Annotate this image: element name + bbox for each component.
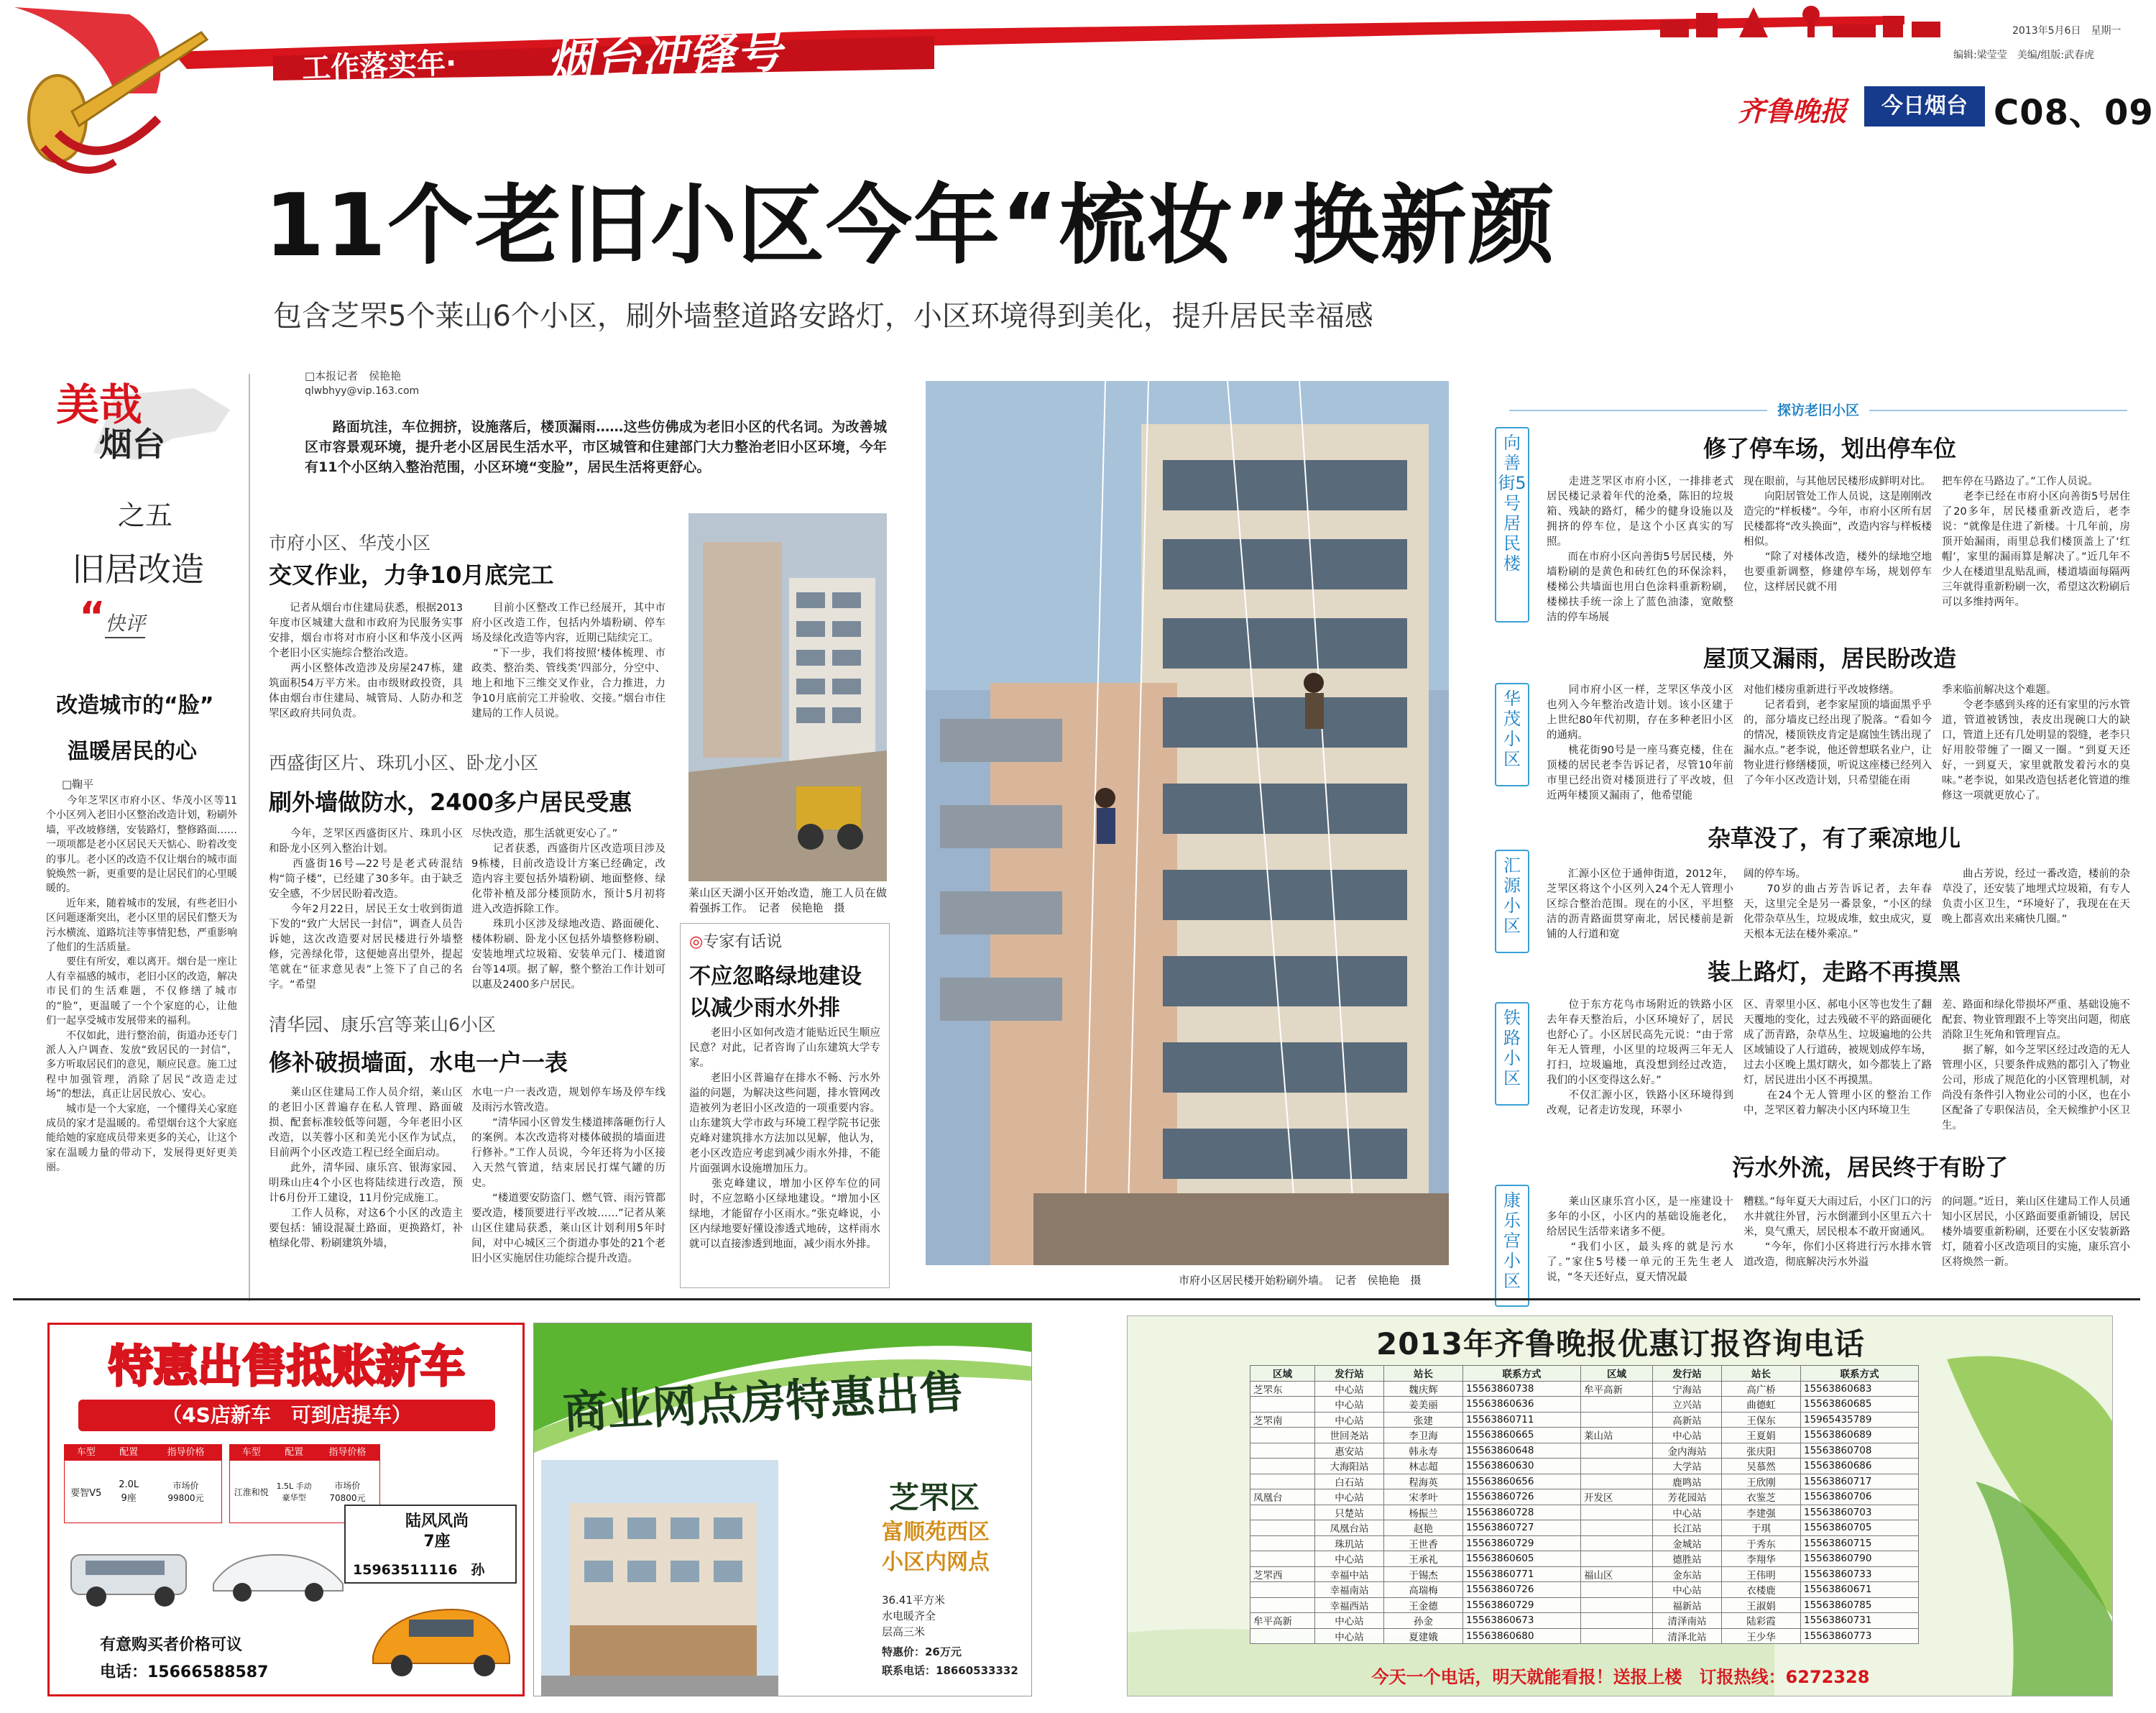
sub-table-cell: 凤凰台站	[1315, 1520, 1384, 1536]
sub-table-row	[1250, 1505, 1919, 1520]
editor-credits: 编辑:梁莹莹 美编/组版:武春虎	[1953, 50, 2095, 61]
sub-table-cell: 立兴站	[1653, 1397, 1722, 1413]
column-title-1: 改造城市的“脸”	[56, 693, 214, 718]
sub-table-cell: 白石站	[1315, 1474, 1384, 1489]
visit-label-text: 探访老旧小区	[1767, 403, 1869, 418]
sub-table-cell: 金内海站	[1653, 1443, 1722, 1459]
sub-table-cell	[1581, 1535, 1653, 1551]
sub-table-cell: 高瑞梅	[1384, 1582, 1463, 1598]
sub-table-cell	[1581, 1520, 1653, 1536]
visit-3-col-c: 曲占芳说，经过一番改造，楼前的杂草没了，还安装了地埋式垃圾箱，有专人负责小区卫生，“环境好了，我现在在天晚上都喜欢出来痛快几圈。”	[1942, 868, 2130, 925]
visit-2-col-a: 同市府小区一样，芝罘区华茂小区也列入今年整治改造计划。该小区建于上世纪80年代初期，存在多种老旧小区的通病。 桃花街90号是一座马赛克楼，住在顶楼的居民老李告诉记者，尽管10年前市里已经出资对楼顶进行了平改坡，但近两年楼顶又漏雨了，他希望能	[1547, 684, 1733, 802]
ad-house-price: 特惠价：26万元	[882, 1645, 962, 1658]
sub-table-cell: 15563860673	[1463, 1613, 1581, 1629]
sub-table-cell: 15563860605	[1463, 1551, 1581, 1567]
sub-table-cell: 杨振兰	[1384, 1505, 1463, 1520]
city-skyline-icon	[1653, 0, 1955, 43]
sub-table-row	[1250, 1566, 1919, 1582]
sub-table-cell	[1250, 1428, 1315, 1443]
sub-table-cell	[1250, 1551, 1315, 1567]
ad-car-price-2: 市场价 70800元	[329, 1481, 366, 1503]
car-image-van	[64, 1533, 193, 1612]
sub-table-cell: 高新站	[1653, 1412, 1722, 1428]
section-location-3: 清华园、康乐宫等莱山6小区	[269, 1014, 496, 1035]
ad-car-right-box	[344, 1505, 517, 1584]
ad-car	[47, 1323, 525, 1696]
sub-th: 站长	[1384, 1366, 1463, 1382]
sub-table-cell: 清泽北站	[1653, 1628, 1722, 1644]
sub-table-cell: 中心站	[1315, 1613, 1384, 1629]
visit-title-3: 杂草没了，有了乘凉地儿	[1708, 825, 1961, 852]
ad-car-th-model-2: 车型	[241, 1447, 261, 1458]
sub-table-cell	[1250, 1628, 1315, 1644]
sub-table-row	[1250, 1397, 1919, 1413]
section-3-col-a: 莱山区住建局工作人员介绍，莱山区的老旧小区普遍存在私人管理、路面破损、配套标准较低等问题，今年老旧小区改造，以芙蓉小区和美光小区作为试点，目前两个小区改造工程已经全面启动。 此外，清华园、康乐宫、银海家园、明珠山庄4个小区也将陆续进行改造，预计6月份开工建设，11月份完成施工。 工作人员称，对这6个小区的改造主要包括：铺设混凝土路面，更换路灯，补植绿化带、粉刷建筑外墙，	[269, 1087, 463, 1249]
ad-house-place: 富顺苑西区 小区内网点	[882, 1520, 990, 1575]
sub-table-cell: 15563860726	[1463, 1489, 1581, 1505]
expert-label	[689, 929, 782, 952]
sub-table-cell: 王伟明	[1722, 1566, 1801, 1582]
byline: □本报记者 侯艳艳	[305, 369, 402, 382]
visit-tag-5: 康乐宫小区	[1495, 1185, 1529, 1307]
sub-table-row	[1250, 1459, 1919, 1474]
sub-table-cell: 世回尧站	[1315, 1428, 1384, 1443]
column-title-2: 温暖居民的心	[68, 739, 197, 764]
header-banner	[0, 0, 2156, 93]
sub-table-cell: 15563860729	[1463, 1597, 1581, 1613]
sub-table-cell: 大海阳站	[1315, 1459, 1384, 1474]
issue-date: 2013年5月6日 星期一	[2012, 25, 2122, 37]
sub-table-cell: 王保东	[1722, 1412, 1801, 1428]
visit-1-col-a: 走进芝罘区市府小区，一排排老式居民楼记录着年代的沧桑，陈旧的垃圾箱、残缺的路灯，稀少的健身设施以及拥挤的停车位，是这个小区真实的写照。 而在市府小区向善街5号居民楼，外墙粉刷的是黄色和砖红色的环保涂料，楼梯公共墙面也用白色涂料重新粉刷，楼梯扶手统一涂上了蓝色油漆，宽敞整洁的停车场展	[1547, 476, 1733, 623]
ad-car-title: 特惠出售抵账新车	[108, 1340, 465, 1392]
banner-prefix: 工作落实年·	[301, 47, 458, 86]
visit-5-col-c: 的问题。”近日，莱山区住建局工作人员通知小区居民，小区路面要重新铺设，居民楼外墙要重新粉刷，还要在小区安装新路灯，随着小区改造项目的实施，康乐宫小区将焕然一新。	[1942, 1196, 2130, 1268]
expert-bullet-icon: ◎	[689, 933, 704, 951]
sub-table-row	[1250, 1428, 1919, 1443]
sub-table	[1250, 1365, 1919, 1644]
ad-car-config-2: 1.5L 手动豪华型	[276, 1482, 312, 1502]
sub-table-cell: 金城站	[1653, 1535, 1722, 1551]
sub-table-cell: 15563860738	[1463, 1381, 1581, 1397]
brand-top: 美哉	[56, 380, 142, 431]
sub-table-cell: 于琪	[1722, 1520, 1801, 1536]
photo-construction	[688, 513, 887, 881]
sub-table-cell	[1581, 1412, 1653, 1428]
sub-table-row	[1250, 1613, 1919, 1629]
section-2-col-a: 今年，芝罘区西盛街区片、珠玑小区和卧龙小区列入整治计划。 西盛街16号—22号是老式砖混结构“筒子楼”，已经建了30多年。由于缺乏安全感，不少居民盼着改造。 今年2月22日，居民王女士收到街道下发的“致广大居民一封信”，调查人员告诉她，这次改造要对居民楼进行外墙整修，完善绿化带，这便她喜出望外，提起笔就在“征求意见表”上签下了自己的名字。“希望	[269, 828, 463, 991]
ad-house	[533, 1323, 1032, 1696]
visit-4-col-a: 位于东方花鸟市场附近的铁路小区去年春天整治后，小区环境好了，居民也舒心了。小区居民高先元说：“由于常年无人管理，小区里的垃圾两三年无人打扫，垃圾遍地，真没想到经过改造，我们的小区变得这么好。” 不仅汇源小区，铁路小区环境得到改观，记者走访发现，环翠小	[1547, 999, 1733, 1116]
sub-table-cell	[1250, 1535, 1315, 1551]
quote-icon: “	[79, 594, 106, 640]
sub-table-cell: 开发区	[1581, 1489, 1653, 1505]
sub-table-cell: 程海英	[1384, 1474, 1463, 1489]
sub-table-cell: 15563860683	[1801, 1381, 1919, 1397]
column-brand	[50, 367, 244, 482]
section-location-1: 市府小区、华茂小区	[269, 533, 431, 554]
sub-table-cell: 高广桥	[1722, 1381, 1801, 1397]
visit-title-4: 装上路灯，走路不再摸黑	[1708, 958, 1961, 986]
sub-table-cell: 孙金	[1384, 1613, 1463, 1629]
visit-tag-1: 向善街5号居民楼	[1495, 427, 1529, 623]
sub-table-cell: 姜美丽	[1384, 1397, 1463, 1413]
ad-subscription	[1127, 1315, 2113, 1696]
sub-table-cell: 赵艳	[1384, 1520, 1463, 1536]
sub-table-cell: 15563860648	[1463, 1443, 1581, 1459]
sub-table-row	[1250, 1628, 1919, 1644]
section-title-2: 刷外墙做防水，2400多户居民受惠	[269, 789, 632, 816]
sub-table-cell: 鹿鸣站	[1653, 1474, 1722, 1489]
expert-body: 老旧小区如何改造才能贴近民生顺应民意？对此，记者咨询了山东建筑大学专家。 老旧小区普遍存在排水不畅、污水外溢的问题，为解决这些问题，排水管网改造被列为老旧小区改造的一项重要内容。山东建筑大学市政与环境工程学院书记张克峰对建筑排水方法加以见解，他认为，老小区改造应考虑到减少雨水外排，不能片面强调水设施增加压力。 张克峰建议，增加小区停车位的同时，不应忽略小区绿地建设。“增加小区绿地，才能留存小区雨水。”张克峰说，小区内绿地要好懂设渗透式地砖，这样雨水就可以直接渗透到地面，减少雨水外排。	[689, 1027, 880, 1250]
sub-table-cell: 15563860785	[1801, 1597, 1919, 1613]
sub-table-cell	[1581, 1459, 1653, 1474]
sub-table-cell: 大学站	[1653, 1459, 1722, 1474]
ad-house-details: 36.41平方米 水电暖齐全 层高三米	[882, 1594, 945, 1638]
sub-th: 区域	[1581, 1366, 1653, 1382]
sub-table-row	[1250, 1597, 1919, 1613]
visit-2-col-c: 季来临前解决这个难题。 令老李感到头疼的还有家里的污水管道，管道被锈蚀，表皮出现碗口大的缺口，管道上还有几处明显的裂缝，老李只好用胶带缠了一圈又一圈。“到夏天还好，一到夏天，家里就散发着污水的臭味。”老李说，如果改造包括老化管道的维修这一项就更放心了。	[1942, 684, 2130, 802]
sub-table-row	[1250, 1443, 1919, 1459]
main-headline: 11个老旧小区今年“梳妆”换新颜	[264, 176, 1556, 276]
sub-table-cell: 李建强	[1722, 1505, 1801, 1520]
section-title-3: 修补破损墙面，水电一户一表	[269, 1049, 568, 1076]
visit-4-col-b: 区、青翠里小区、郝电小区等也发生了翻天覆地的变化，过去残破不平的路面硬化成了沥青路，杂草丛生、垃圾遍地的公共区域铺设了人行道砖，被规划成停车场，过去小区晚上黑灯瞎火，如今都装上了路灯，居民进出小区不再摸黑。 在24个无人管理小区的整治工作中，芝罘区着力解决小区内环境卫生	[1743, 999, 1932, 1116]
sub-table-cell	[1250, 1582, 1315, 1598]
sub-table-cell: 中心站	[1315, 1628, 1384, 1644]
brand-bottom: 烟台	[99, 425, 165, 464]
sub-table-cell: 15563860731	[1801, 1613, 1919, 1629]
column-body: 今年芝罘区市府小区、华茂小区等11个小区列入老旧小区整治改造计划，粉刷外墙，平改坡修缮，安装路灯，整修路面……一项项都是老小区居民天天惦心、盼着改变的事儿。老小区的改造不仅让烟台的城市面貌焕然一新，更重要的是让居民们的心里暖暖的。 近年来，随着城市的发展，有些老旧小区问题逐渐突出，老小区里的居民们整天为污水横流、道路坑洼等事情犯愁，严重影响了他们的生活质量。 要住有所安，难以离开。烟台是一座让人有幸福感的城市，老旧小区的改造，解决市民们的生活难题，不仅修缮了城市的“脸”，更温暖了一个个家庭的心，让他们一起享受城市发展带来的福利。 不仅如此，进行整治前，街道办还专门派人入户调查、发放“致居民的一封信”，多方听取居民们的意见，顺应民意。施工过程中加强管理，消除了居民“改造走过场”的想法，真正让居民放心、安心。 城市是一个大家庭，一个懂得关心家庭成员的家才是温暖的。希望烟台这个大家庭能给她的家庭成员带来更多的关心，让这个家在温暖力量的带动下，发展得更好更美丽。	[46, 795, 237, 1174]
photo-main-building	[926, 381, 1449, 1265]
visit-3-col-b: 阔的停车场。 70岁的曲占芳告诉记者，去年春天，这里完全是另一番景象，“小区的绿化带杂草丛生，垃圾成堆，蚊虫成灾，夏天根本无法在楼外乘凉。”	[1743, 868, 1932, 940]
sub-table-cell	[1250, 1459, 1315, 1474]
sub-table-cell: 魏庆辉	[1384, 1381, 1463, 1397]
sub-table-cell: 15563860656	[1463, 1474, 1581, 1489]
sub-table-cell: 清泽南站	[1653, 1613, 1722, 1629]
sub-table-cell: 15563860636	[1463, 1397, 1581, 1413]
sub-table-cell: 王承礼	[1384, 1551, 1463, 1567]
sub-table-row	[1250, 1551, 1919, 1567]
sub-table-cell: 于锡杰	[1384, 1566, 1463, 1582]
lead-paragraph: 路面坑洼，车位拥挤，设施落后，楼顶漏雨……这些仿佛成为老旧小区的代名词。为改善城区市容景观环境，提升老小区居民生活水平，市区城管和住建部门大力整治老旧小区环境，今年有11个小区纳入整治范围，小区环境“变脸”，居民生活将更舒心。	[305, 419, 887, 475]
sub-table-cell: 王金德	[1384, 1597, 1463, 1613]
sub-table-cell: 夏建娥	[1384, 1628, 1463, 1644]
section-3-col-b: 水电一户一表改造，规划停车场及停车线及雨污水管改造。 “清华园小区曾发生楼道摔落砸伤行人的案例。本次改造将对楼体破损的墙面进行修补。”工作人员说，今年还将为小区接入天然气管道，结束居民打煤气罐的历史。 “楼道要安防盗门、燃气管、雨污管都要改造，楼顶要进行平改坡……”记者从莱山区住建局获悉，莱山区计划利用5年时间，对中心城区三个街道办事处的21个老旧小区实施居住功能综合提升改造。	[471, 1087, 665, 1264]
sub-th: 发行站	[1315, 1366, 1384, 1382]
expert-box	[680, 923, 890, 1288]
sub-table-cell: 王欣刚	[1722, 1474, 1801, 1489]
sub-table-cell: 15563860705	[1801, 1520, 1919, 1536]
sub-table-cell: 王世香	[1384, 1535, 1463, 1551]
ad-car-th-price: 指导价格	[167, 1447, 205, 1458]
sub-table-cell: 15563860728	[1463, 1505, 1581, 1520]
sub-table-cell: 中心站	[1653, 1582, 1722, 1598]
sub-table-cell	[1581, 1628, 1653, 1644]
section-badge: 今日烟台	[1864, 86, 1985, 127]
section-title-1: 交叉作业，力争10月底完工	[269, 561, 554, 589]
sub-table-cell: 德胜站	[1653, 1551, 1722, 1567]
section-2-col-b: 尽快改造，那生活就更安心了。” 记者获悉，西盛街片区改造项目涉及9栋楼，目前改造设计方案已经确定，改造内容主要包括外墙粉刷、地面整修、绿化带补植及部分楼顶防水，预计5月初将进入改造拆除工作。 珠玑小区涉及绿地改造、路面硬化、楼体粉刷、卧龙小区包括外墙整修粉刷、安装地埋式垃圾箱、安装单元门、楼道窗台等14项。据了解，整个整治工作计划可以惠及2400多户居民。	[471, 828, 665, 991]
article-bottom-rule	[13, 1298, 2140, 1300]
expert-title-2: 以减少雨水外排	[689, 996, 840, 1021]
ad-house-phone: 联系电话：18660533332	[882, 1664, 1018, 1677]
sub-table-cell: 幸福南站	[1315, 1582, 1384, 1598]
sub-th: 发行站	[1653, 1366, 1722, 1382]
sub-table-cell: 芝罘西	[1250, 1566, 1315, 1582]
sub-table-cell: 中心站	[1315, 1412, 1384, 1428]
sub-table-cell: 15563860773	[1801, 1628, 1919, 1644]
sub-table-cell: 15563860689	[1801, 1428, 1919, 1443]
sub-table-cell: 芝罘东	[1250, 1381, 1315, 1397]
sub-table-cell: 林志超	[1384, 1459, 1463, 1474]
sub-table-cell: 张庆阳	[1722, 1443, 1801, 1459]
visit-title-2: 屋顶又漏雨，居民盼改造	[1703, 645, 1957, 672]
sub-table-cell	[1581, 1582, 1653, 1598]
car-image-sedan	[206, 1533, 350, 1605]
sub-th: 联系方式	[1801, 1366, 1919, 1382]
sub-table-cell: 15563860686	[1801, 1459, 1919, 1474]
sub-table-cell: 金东站	[1653, 1566, 1722, 1582]
ad-car-th-config-2: 配置	[285, 1447, 304, 1458]
sub-table-row	[1250, 1412, 1919, 1428]
sub-table-cell	[1250, 1397, 1315, 1413]
byline-email: qlwbhyy@vip.163.com	[305, 385, 420, 397]
sub-table-cell: 15563860680	[1463, 1628, 1581, 1644]
ad-car-model-1: 要智V5	[70, 1487, 102, 1499]
sub-table-cell: 15563860727	[1463, 1520, 1581, 1536]
visit-1-col-b: 现在眼前，与其他居民楼形成鲜明对比。 向阳居管处工作人员说，这是刚刚改造完的“样板楼”。今年，市府小区所有居民楼都将“改头换面”，改造内容与样板楼相似。 “除了对楼体改造，楼外的绿地空地也要重新调整，修建停车场，规划停车位，这样居民就不用	[1743, 476, 1932, 593]
sub-table-cell	[1250, 1474, 1315, 1489]
sub-headline: 包含芝罘5个莱山6个小区，刷外墙整道路安路灯，小区环境得到美化，提升居民幸福感	[273, 300, 1373, 333]
visit-tag-4: 铁路小区	[1495, 1002, 1529, 1106]
ad-car-right-title: 陆风风尚 7座	[405, 1512, 469, 1551]
sub-table-cell: 于秀东	[1722, 1535, 1801, 1551]
kuaiping-tag	[79, 594, 158, 640]
sub-table-cell: 李翔华	[1722, 1551, 1801, 1567]
ad-car-price-1: 市场价 99800元	[167, 1481, 204, 1503]
sub-table-cell: 李卫海	[1384, 1428, 1463, 1443]
kuaiping-label: 快评	[105, 608, 145, 638]
visit-title-1: 修了停车场，划出停车位	[1703, 435, 1957, 462]
expert-title-1: 不应忽略绿地建设	[689, 964, 862, 989]
sub-table-cell: 王少华	[1722, 1628, 1801, 1644]
sub-table-cell	[1581, 1474, 1653, 1489]
sub-table-cell: 珠玑站	[1315, 1535, 1384, 1551]
sub-table-cell: 王夏娟	[1722, 1428, 1801, 1443]
sub-table-cell	[1581, 1597, 1653, 1613]
visit-label	[1509, 400, 2127, 421]
sub-table-cell: 中心站	[1315, 1551, 1384, 1567]
page-number: C08、09	[1994, 93, 2154, 133]
section-1-col-a: 记者从烟台市住建局获悉，根据2013年度市区城建大盘和市政府为民服务实事安排，烟台市将对市府小区和华茂小区两个老旧小区实施综合整治改造。 两小区整体改造涉及房屋247栋，建筑面积54万平方米。由市级财政投资，具体由烟台市住建局、城管局、人防办和芝罘区政府共同负责。	[269, 602, 463, 720]
sub-table-cell: 15563860671	[1801, 1582, 1919, 1598]
sub-table-cell: 只楚站	[1315, 1505, 1384, 1520]
sub-table-row	[1250, 1474, 1919, 1489]
sub-table-cell: 惠安站	[1315, 1443, 1384, 1459]
ad-car-th-config: 配置	[119, 1447, 139, 1458]
sub-table-cell: 15563860665	[1463, 1428, 1581, 1443]
sub-table-cell: 宁海站	[1653, 1381, 1722, 1397]
sub-table-cell: 中心站	[1315, 1489, 1384, 1505]
sub-table-cell: 莱山站	[1581, 1428, 1653, 1443]
sub-table-cell: 吴慕然	[1722, 1459, 1801, 1474]
ad-car-th-price-2: 指导价格	[328, 1447, 367, 1458]
sub-table-row	[1250, 1381, 1919, 1397]
series-topic: 旧居改造	[72, 550, 204, 589]
ad-house-district: 芝罘区	[889, 1480, 980, 1515]
sub-table-cell: 福新站	[1653, 1597, 1722, 1613]
ad-car-config-1: 2.0L 9座	[119, 1479, 139, 1504]
sub-table-cell: 张建	[1384, 1412, 1463, 1428]
sub-table-cell: 15563860630	[1463, 1459, 1581, 1474]
sub-table-cell: 15563860706	[1801, 1489, 1919, 1505]
sub-th: 联系方式	[1463, 1366, 1581, 1382]
visit-1-col-c: 把车停在马路边了。”工作人员说。 老李已经在市府小区向善街5号居住了20多年，居民楼重新改造后，老李说：“就像是住进了新楼。十几年前，房顶开始漏雨，雨里总我们楼顶盖上了‘红帽’，家里的漏雨算是解决了。”近几年不少人在楼道里乱贴乱画，楼道墙面每隔两三年就得重新粉刷一次，希望这次粉刷后可以多维持两年。	[1942, 476, 2130, 608]
visit-tag-3: 汇源小区	[1495, 850, 1529, 953]
sub-table-cell: 15965435789	[1801, 1412, 1919, 1428]
sub-table-cell	[1581, 1505, 1653, 1520]
paper-name: 齐鲁晚报	[1738, 96, 1848, 127]
sub-table-cell: 牟平高新	[1250, 1613, 1315, 1629]
sub-table-cell: 15563860790	[1801, 1551, 1919, 1567]
sub-table-cell: 15563860733	[1801, 1566, 1919, 1582]
sub-table-cell: 衣楼鹿	[1722, 1582, 1801, 1598]
sub-table-cell: 15563860685	[1801, 1397, 1919, 1413]
banner-main: 烟台冲锋号	[545, 24, 786, 91]
section-location-2: 西盛街区片、珠玑小区、卧龙小区	[269, 753, 539, 773]
series-number: 之五	[118, 500, 173, 531]
sub-table-cell	[1581, 1551, 1653, 1567]
sub-table-cell: 15563860717	[1801, 1474, 1919, 1489]
sub-table-cell: 长江站	[1653, 1520, 1722, 1536]
sub-footer: 今天一个电话，明天就能看报！送报上楼 订报热线：6272328	[1371, 1667, 1870, 1687]
column-author: □鞠平	[62, 778, 94, 791]
visit-tag-2: 华茂小区	[1495, 683, 1529, 786]
sub-table-row	[1250, 1489, 1919, 1505]
ad-car-table-1	[64, 1444, 222, 1523]
sub-table-cell	[1250, 1597, 1315, 1613]
sub-table-cell: 芝罘南	[1250, 1412, 1315, 1428]
column-divider	[249, 374, 250, 1301]
house-photo	[541, 1460, 778, 1696]
trumpet-icon	[14, 11, 216, 176]
sub-table-cell: 15563860703	[1801, 1505, 1919, 1520]
sub-table-cell: 陆彩霞	[1722, 1613, 1801, 1629]
section-1-col-b: 目前小区整改工作已经展开，其中市府小区改造工作，包括内外墙粉刷、停车场及绿化改造等内容，近期已陆续完工。 “下一步，我们将按照‘楼体梳理、市政类、整治类、管线类’四部分，分空中、地上和地下三维交叉作业，合力推进，力争10月底前完工并验收、交接。”烟台市住建局的工作人员说。	[471, 602, 665, 720]
sub-table-cell: 15563860708	[1801, 1443, 1919, 1459]
sub-table-cell: 15563860729	[1463, 1535, 1581, 1551]
ad-car-th-model: 车型	[76, 1447, 96, 1458]
sub-table-cell: 15563860726	[1463, 1582, 1581, 1598]
sub-table-cell: 幸福西站	[1315, 1597, 1384, 1613]
sub-table-cell: 中心站	[1653, 1428, 1722, 1443]
sub-table-cell: 15563860771	[1463, 1566, 1581, 1582]
sub-table-cell: 福山区	[1581, 1566, 1653, 1582]
ad-house-title: 商业网点房特惠出售	[561, 1365, 965, 1439]
sub-table-cell: 凤凰台	[1250, 1489, 1315, 1505]
ad-car-bottom-1: 有意购买者价格可议	[100, 1636, 243, 1654]
sub-table-row	[1250, 1535, 1919, 1551]
visit-5-col-a: 莱山区康乐宫小区，是一座建设十多年的小区，小区内的基础设施老化，给居民生活带来诸多不便。 “我们小区，最头疼的就是污水了。”家住5号楼一单元的王先生老人说，“冬天还好点，夏天情况最	[1547, 1196, 1733, 1283]
sub-table-cell	[1250, 1505, 1315, 1520]
sub-table-cell: 衣鉴芝	[1722, 1489, 1801, 1505]
sub-table-cell: 15563860715	[1801, 1535, 1919, 1551]
sub-table-cell: 韩永寿	[1384, 1443, 1463, 1459]
photo-main-caption: 市府小区居民楼开始粉刷外墙。 记者 侯艳艳 摄	[1179, 1274, 1422, 1287]
visit-4-col-c: 差、路面和绿化带损坏严重、基础设施不配套、物业管理跟不上等突出问题，彻底消除卫生死角和管理盲点。 据了解，如今芝罘区经过改造的无人管理小区，只要条件成熟的都引入了物业公司，形成了规范化的小区管理机制，对尚没有条件引入物业公司的小区，也在小区配备了专职保洁员，全天候维护小区卫生。	[1942, 999, 2130, 1131]
sub-table-cell: 曲德虹	[1722, 1397, 1801, 1413]
sub-table-cell: 中心站	[1315, 1381, 1384, 1397]
sub-table-cell: 15563860711	[1463, 1412, 1581, 1428]
sub-th: 站长	[1722, 1366, 1801, 1382]
sub-th: 区域	[1250, 1366, 1315, 1382]
expert-label-text: 专家有话说	[703, 933, 783, 951]
photo-small-caption: 莱山区天湖小区开始改造，施工人员在做着强拆工作。 记者 侯艳艳 摄	[688, 886, 887, 914]
sub-table-cell	[1250, 1443, 1315, 1459]
sub-table-cell	[1581, 1443, 1653, 1459]
sub-table-cell	[1581, 1397, 1653, 1413]
ad-car-right-phone: 15963511116 孙	[353, 1562, 485, 1578]
visit-5-col-b: 糟糕。”每年夏天大雨过后，小区门口的污水井就往外冒，污水倒灌到小区里五六十米，臭气熏天，居民根本不敢开窗通风。 “今年，你们小区将进行污水排水管道改造，彻底解决污水外溢	[1743, 1196, 1932, 1268]
sub-table-row	[1250, 1582, 1919, 1598]
sub-table-cell: 宋孝叶	[1384, 1489, 1463, 1505]
sub-title: 2013年齐鲁晚报优惠订报咨询电话	[1376, 1326, 1865, 1361]
ad-car-model-2: 江淮和悦	[234, 1487, 269, 1497]
sub-table-cell: 中心站	[1653, 1505, 1722, 1520]
sub-table-row	[1250, 1520, 1919, 1536]
visit-title-5: 污水外流，居民终于有盼了	[1732, 1154, 2009, 1181]
ad-car-bottom-2: 电话：15666588587	[100, 1663, 269, 1681]
sub-table-cell: 中心站	[1315, 1397, 1384, 1413]
sub-table-cell: 幸福中站	[1315, 1566, 1384, 1582]
sub-table-cell	[1250, 1520, 1315, 1536]
sub-table-cell	[1581, 1613, 1653, 1629]
visit-2-col-b: 对他们楼房重新进行平改坡修缮。 记者看到，老李家屋顶的墙面黑乎乎的，部分墙皮已经出现了脱落。“看如今的情况，楼顶铁皮肯定是腐蚀生锈出现了漏水点。”老李说，他还曾想联名业户，让物业进行修缮楼顶，听说这座楼已经列入了今年小区改造计划，只希望能在雨	[1743, 684, 1932, 786]
ad-car-subtitle: （4S店新车 可到店提车）	[78, 1400, 495, 1431]
car-image-orange	[366, 1595, 517, 1681]
visit-3-col-a: 汇源小区位于通伸街道，2012年，芝罘区将这个小区列入24个无人管理小区综合整治范围。现在的小区，平坦整洁的沥青路面贯穿南北，居民楼前是新铺的人行道和宽	[1547, 868, 1733, 940]
sub-table-cell: 芳花园站	[1653, 1489, 1722, 1505]
sub-table-cell: 王淑娟	[1722, 1597, 1801, 1613]
sub-table-cell: 牟平高新	[1581, 1381, 1653, 1397]
